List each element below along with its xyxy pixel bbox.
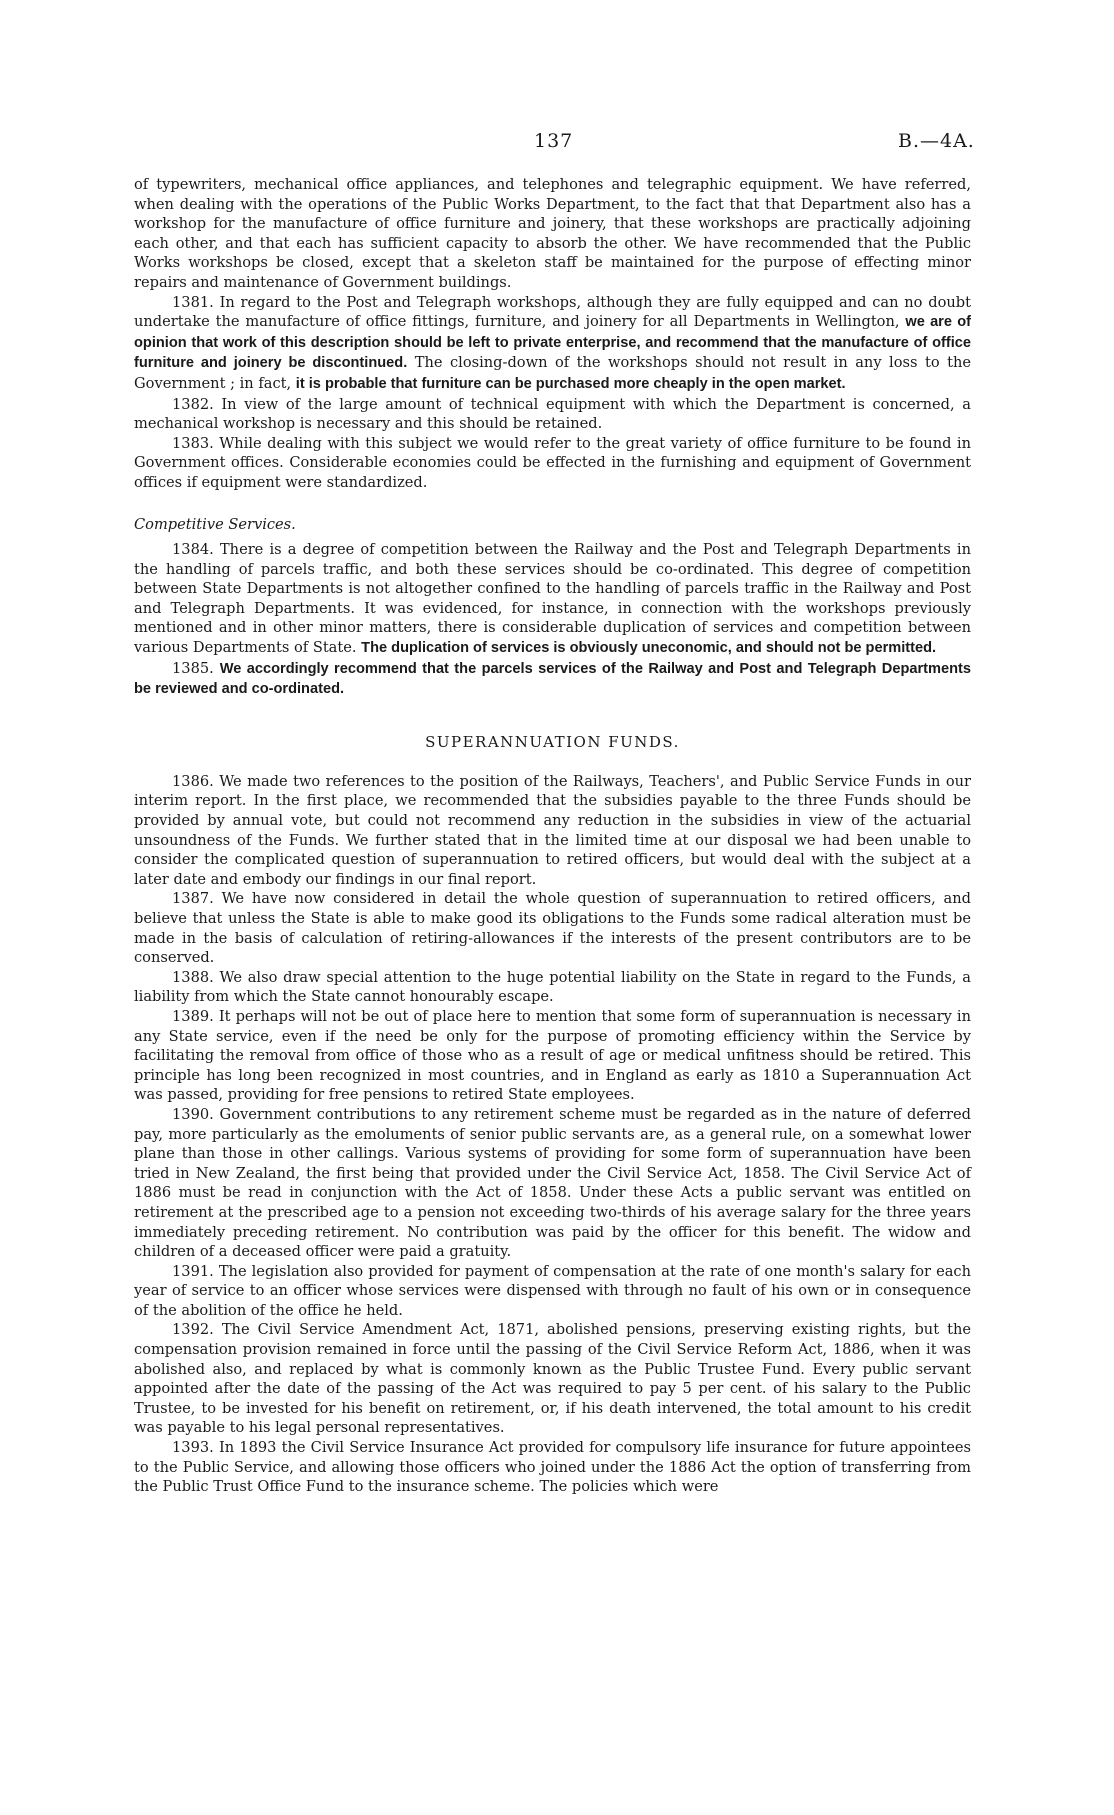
recommendation-text: we are of opinion that work of this description should be left to private enterprise, and recommend that the manufacture of office furniture and joinery be discontinued. — [134, 314, 972, 372]
paragraph-1382: 1382. In view of the large amount of technical equipment with which the Department is concerned, a mechanical workshop is necessary and this should be retained. — [134, 395, 971, 433]
paragraph-1391: 1391. The legislation also provided for payment of compensation at the rate of one month's salary for each year of service to an officer whose services were dispensed with through no fault of his own or in consequence of the abolition of the office he held. — [134, 1262, 971, 1319]
paragraph-1383: 1383. While dealing with this subject we would refer to the great variety of office furniture to be found in Government offices. Considerable economies could be effected in the furnishing and equipment of Government offices if equipment were standardized. — [134, 434, 971, 491]
paragraph-1384: 1384. There is a degree of competition between the Railway and the Post and Telegraph Departments in the handling of parcels traffic, and both these services should be co-ordinated. This degree of competition between State Departments is not altogether confined to the handling of parcels traffic in the Railway and Post and Telegraph Departments. It was evidenced, for instance, in connection with the workshops previously mentioned and in other minor matters, there is considerable duplication of services and competition between various Departments of State. The duplication of services is obviously uneconomic, and should not be permitted. — [134, 541, 971, 657]
paragraph-1387: 1387. We have now considered in detail the whole question of superannuation to retired officers, and believe that unless the State is able to make good its obligations to the Funds some radical alteration must be made in the basis of calculation of retiring-allowances if the interests of the present contributors are to be conserved. — [134, 890, 971, 967]
paragraph-continuation: of typewriters, mechanical office appliances, and telephones and telegraphic equipment. We have referred, when dealing with the operations of the Public Works Department, to the fact that that Department also has a workshop for the manufacture of office furniture and joinery, that these workshops are practically adjoining each other, and that each has sufficient capacity to absorb the other. We have recommended that the Public Works workshops be closed, except that a skeleton staff be maintained for the purpose of effecting minor repairs and maintenance of Government buildings. — [134, 176, 971, 291]
recommendation-text: The duplication of services is obviously uneconomic, and should not be permitted. — [361, 640, 937, 657]
document-code: B.—4A. — [898, 130, 975, 152]
paragraph-1388: 1388. We also draw special attention to the huge potential liability on the State in regard to the Funds, a liability from which the State cannot honourably escape. — [134, 968, 971, 1006]
paragraph-1390: 1390. Government contributions to any retirement scheme must be regarded as in the nature of deferred pay, more particularly as the emoluments of senior public servants are, as a general rule, on a somewhat lower plane than those in other callings. Various systems of providing for some form of superannuation have been tried in New Zealand, the first being that provided under the Civil Service Act, 1858. The Civil Service Act of 1886 must be read in conjunction with the Act of 1858. Under these Acts a public servant was entitled on retirement at the prescribed age to a pension not exceeding two-thirds of his average salary for the three years immediately preceding retirement. No contribution was paid by the officer for this benefit. The widow and children of a deceased officer were paid a gratuity. — [134, 1105, 971, 1261]
body-text — [134, 175, 971, 1497]
section-heading-superannuation: SUPERANNUATION FUNDS. — [425, 732, 680, 751]
paragraph-1389: 1389. It perhaps will not be out of place here to mention that some form of superannuation is necessary in any State service, even if the need be only for the purpose of promoting efficiency within the Service by facilitating the removal from office of those who as a result of age or medical unfitness should be retired. This principle has long been recognized in most countries, and in England as early as 1810 a Superannuation Act was passed, providing for free pensions to retired State employees. — [134, 1007, 971, 1104]
paragraph-1381: 1381. In regard to the Post and Telegraph workshops, although they are fully equipped and can no doubt undertake the manufacture of office fittings, furniture, and joinery for all Departments in Wellington, we are of opinion that work of this description should be left to private enterprise, and recommend that the manufacture of office furniture and joinery be discontinued. The closing-down of the workshops should not result in any loss to the Government ; in fact, it is probable that furniture can be purchased more cheaply in the open market. — [134, 293, 972, 392]
paragraph-1386: 1386. We made two references to the position of the Railways, Teachers', and Public Service Funds in our interim report. In the first place, we recommended that the subsidies payable to the three Funds should be provided by annual vote, but could not recommend any reduction in the subsidies in view of the actuarial unsoundness of the Funds. We further stated that in the limited time at our disposal we had been unable to consider the complicated question of superannuation to retired officers, but would deal with the subject at a later date and embody our findings in our final report. — [134, 772, 971, 888]
section-label-competitive-services: Competitive Services. — [134, 515, 296, 533]
recommendation-text: We accordingly recommend that the parcels services of the Railway and Post and Telegraph Departments be reviewed and co-ordinated. — [134, 660, 971, 698]
paragraph-1385: 1385. We accordingly recommend that the parcels services of the Railway and Post and Telegraph Departments be reviewed and co-ordinated. — [134, 659, 971, 698]
paragraph-1392: 1392. The Civil Service Amendment Act, 1871, abolished pensions, preserving existing rights, but the compensation provision remained in force until the passing of the Civil Service Reform Act, 1886, when it was abolished also, and replaced by what is commonly known as the Public Trustee Fund. Every public servant appointed after the date of the passing of the Act was required to pay 5 per cent. of his salary to the Public Trustee, to be invested for his benefit on retirement, or, if his death intervened, the total amount to his credit was payable to his legal personal representatives. — [134, 1321, 971, 1437]
recommendation-text: it is probable that furniture can be purchased more cheaply in the open market. — [295, 375, 846, 392]
page-number: 137 — [534, 130, 574, 152]
page-header — [0, 130, 1114, 154]
paragraph-1393: 1393. In 1893 the Civil Service Insurance Act provided for compulsory life insurance for future appointees to the Public Service, and allowing those officers who joined under the 1886 Act the option of transferring from the Public Trust Office Fund to the insurance scheme. The policies which were — [134, 1439, 971, 1496]
